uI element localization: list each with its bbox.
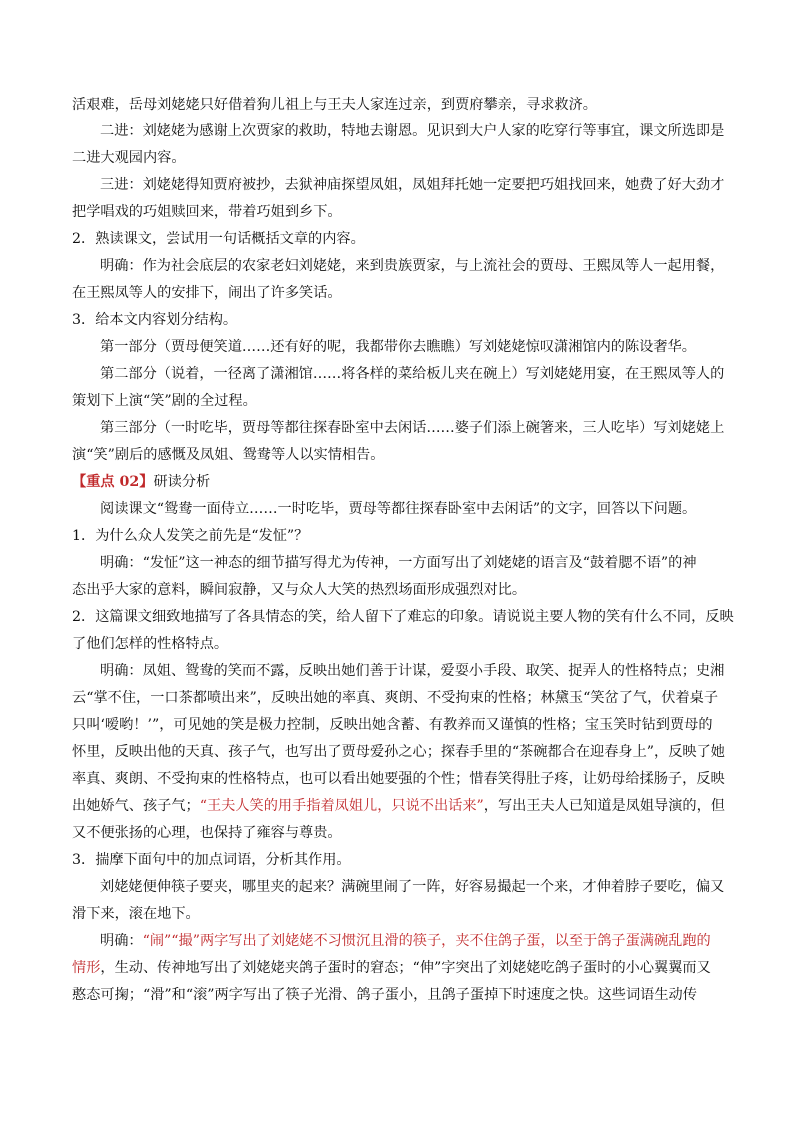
text-span: 1．为什么众人发笑之前先是“发怔”？ — [72, 528, 309, 544]
text-span: 演“笑”剧后的感慨及凤姐、鸳鸯等人以实情相告。 — [72, 447, 385, 463]
text-span: ，生动、传神地写出了刘姥姥夹鸽子蛋时的窘态；“伸”字突出了刘姥姥吃鸽子蛋时的小心翼翼而又 — [100, 960, 711, 976]
text-line — [72, 685, 718, 712]
text-line — [72, 577, 526, 604]
text-span: 云“掌不住，一口茶都喷出来”，反映出她的率真、爽朗、不受拘束的性格；林黛玉“笑岔了气，伏着桌子 — [72, 690, 719, 706]
text-line — [100, 361, 724, 388]
text-span: 2．熟读课文，尝试用一句话概括文章的内容。 — [72, 231, 365, 247]
text-span: 策划下上演“笑”剧的全过程。 — [72, 393, 257, 409]
text-line — [72, 604, 734, 631]
text-span: 憨态可掬；“滑”和“滚”两字写出了筷子光滑、鸽子蛋小，且鸽子蛋掉下时速度之快。这些词语生动传 — [72, 987, 697, 1003]
text-line — [72, 92, 597, 119]
text-span: 只叫‘嗳哟！’”，可见她的笑是极力控制，反映出她含蓄、有教养而又谨慎的性格；宝玉笑时钻到贾母的 — [72, 717, 713, 733]
section-heading-tag: 【重点 02】 — [72, 474, 154, 490]
text-span: 3．给本文内容划分结构。 — [72, 312, 238, 328]
text-line — [72, 766, 725, 793]
text-span: 3．揣摩下面句中的加点词语，分析其作用。 — [72, 852, 351, 868]
text-line — [72, 793, 725, 820]
text-line — [72, 388, 257, 415]
highlighted-text: 情形 — [72, 960, 101, 976]
text-line — [100, 253, 724, 280]
text-span: 把学唱戏的巧姐赎回来，带着巧姐到乡下。 — [72, 204, 342, 220]
text-line — [72, 847, 351, 874]
text-line — [72, 820, 342, 847]
text-span: 刘姥姥便伸筷子要夹，哪里夹的起来？满碗里闹了一阵，好容易撮起一个来，才伸着脖子要吃，偏又 — [100, 879, 725, 895]
text-line — [72, 901, 200, 928]
text-span: 滑下来，滚在地下。 — [72, 906, 200, 922]
text-line — [72, 523, 308, 550]
text-line — [72, 982, 697, 1009]
text-span: 出她娇气、孩子气； — [72, 798, 200, 814]
text-line — [72, 469, 210, 496]
text-line — [72, 199, 342, 226]
text-span: ，写出王夫人已知道是凤姐导演的，但 — [483, 798, 725, 814]
text-span: 2．这篇课文细致地描写了各具情态的笑，给人留下了难忘的印象。请说说主要人物的笑有什么不同，反映 — [72, 609, 734, 625]
text-line — [100, 415, 724, 442]
text-span: 三进：刘姥姥得知贾府被抄，去狱神庙探望凤姐，凤姐拜托她一定要把巧姐找回来，她费了好大劲才 — [100, 177, 725, 193]
text-span: 明确：凤姐、鸳鸯的笑而不露，反映出她们善于计谋，爱耍小手段、取笑、捉弄人的性格特点；史湘 — [100, 663, 725, 679]
text-line — [100, 334, 696, 361]
text-line — [100, 874, 724, 901]
text-line — [100, 496, 696, 523]
text-line — [100, 928, 711, 955]
text-span: 第二部分（说着，一径离了潇湘馆……将各样的菜给板儿夹在碗上）写刘姥姥用宴，在王熙凤等人的 — [100, 366, 725, 382]
text-span: 在王熙凤等人的安排下，闹出了许多笑话。 — [72, 285, 342, 301]
text-span: 第三部分（一时吃毕，贾母等都往探春卧室中去闲话……婆子们添上碗箸来，三人吃毕）写刘姥姥上 — [100, 420, 725, 436]
text-line — [100, 658, 724, 685]
text-line — [100, 550, 697, 577]
text-span: 阅读课文“鸳鸯一面侍立……一时吃毕，贾母等都往探春卧室中去闲话”的文字，回答以下问题。 — [100, 501, 697, 517]
text-line — [72, 739, 725, 766]
text-line — [100, 172, 724, 199]
text-span: 了他们怎样的性格特点。 — [72, 636, 229, 652]
text-span: 第一部分（贾母便笑道……还有好的呢，我都带你去瞧瞧）写刘姥姥惊叹潇湘馆内的陈设奢华。 — [100, 339, 696, 355]
text-line — [72, 442, 384, 469]
highlighted-text: “闹”“撮”两字写出了刘姥姥不习惯沉且滑的筷子，夹不住鸽子蛋，以至于鸽子蛋满碗乱跑的 — [142, 933, 711, 949]
text-span: 二进大观园内容。 — [72, 150, 186, 166]
text-line — [72, 955, 711, 982]
text-line — [72, 631, 228, 658]
text-span: 明确： — [100, 933, 143, 949]
text-span: 又不便张扬的心理，也保持了雍容与尊贵。 — [72, 825, 342, 841]
text-span: 怀里，反映出他的天真、孩子气，也写出了贾母爱孙之心；探春手里的“茶碗都合在迎春身上”，反映了她 — [72, 744, 725, 760]
text-span: 研读分析 — [153, 474, 211, 490]
text-line — [72, 712, 713, 739]
text-line — [72, 307, 237, 334]
text-span: 二进：刘姥姥为感谢上次贾家的救助，特地去谢恩。见识到大户人家的吃穿行等事宜，课文所选即是 — [100, 123, 725, 139]
text-span: 率真、爽朗、不受拘束的性格特点，也可以看出她要强的个性；惜春笑得肚子疼，让奶母给揉肠子，反映 — [72, 771, 725, 787]
text-span: 明确：作为社会底层的农家老妇刘姥姥，来到贵族贾家，与上流社会的贾母、王熙凤等人一起用餐， — [100, 258, 725, 274]
text-span: 明确：“发怔”这一神态的细节描写得尤为传神，一方面写出了刘姥姥的语言及“鼓着腮不语”的神 — [100, 555, 697, 571]
text-span: 态出乎大家的意料，瞬间寂静，又与众人大笑的热烈场面形成强烈对比。 — [72, 582, 527, 598]
text-line — [100, 118, 724, 145]
text-line — [72, 280, 342, 307]
highlighted-text: “王夫人笑的用手指着凤姐儿，只说不出话来” — [199, 798, 484, 814]
text-span: 活艰难，岳母刘姥姥只好借着狗儿祖上与王夫人家连过亲，到贾府攀亲，寻求救济。 — [72, 97, 597, 113]
text-line — [72, 145, 186, 172]
text-line — [72, 226, 365, 253]
